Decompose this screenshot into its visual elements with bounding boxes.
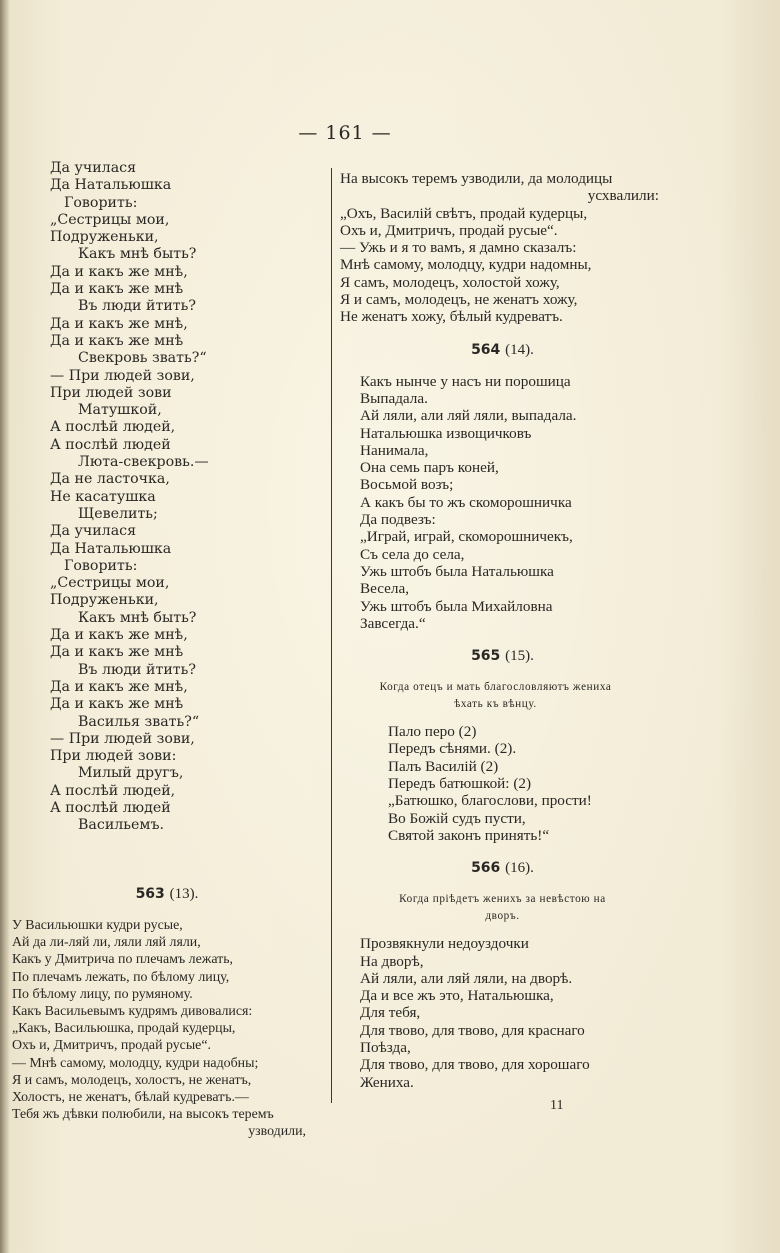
verse-line: Палъ Василій (2): [388, 757, 499, 775]
song-subnumber: (16).: [505, 860, 534, 877]
verse-line: Да и какъ же мнѣ: [50, 281, 184, 298]
verse-line: Въ люди йтить?: [78, 298, 196, 315]
song-566-text: [340, 935, 665, 1091]
verse-line: А послѣй людей: [50, 436, 171, 453]
song-number: 563: [135, 886, 165, 902]
verse-line: По бѣлому лицу, по румяному.: [12, 986, 193, 1002]
song-563: [12, 870, 322, 1141]
verse-line: Ай ляли, али ляй ляли, выпадала.: [360, 407, 577, 425]
song-564-heading: [340, 342, 665, 359]
verse-line: Васильемъ.: [78, 817, 164, 834]
verse-line: Мнѣ самому, молодцу, кудри надомны,: [340, 256, 592, 274]
song-563-text: [12, 917, 322, 1123]
verse-line: — Мнѣ самому, молодцу, кудри надобны;: [12, 1055, 259, 1071]
verse-line: А какъ бы то жъ скоморошничка: [360, 493, 572, 511]
caption-line: дворъ.: [485, 910, 520, 923]
verse-line: Свекровь звать?“: [78, 350, 207, 367]
song-line: усхвалили:: [587, 187, 659, 205]
verse-line: Да и какъ же мнѣ,: [50, 627, 188, 644]
verse-line: Не женатъ хожу, бѣлый кудреватъ.: [340, 308, 563, 326]
verse-line: Весела,: [360, 580, 410, 598]
song-subnumber: (15).: [505, 648, 534, 665]
verse-line: Какъ мнѣ быть?: [78, 609, 197, 626]
verse-line: Я самъ, молодецъ, холостой хожу,: [340, 273, 560, 291]
verse-line: Да и какъ же мнѣ: [50, 332, 184, 349]
verse-line: На высокъ теремъ узводили, да молодицы: [340, 170, 613, 187]
verse-line: Натальюшка извощичковъ: [360, 424, 532, 442]
verse-line: Для тебя,: [360, 1004, 421, 1022]
page-number: — 161 —: [298, 122, 392, 144]
verse-line: Какъ у Дмитрича по плечамъ лежать,: [12, 952, 234, 968]
verse-line: Какъ нынче у насъ ни порошица: [360, 372, 571, 390]
verse-line: „Батюшко, благослови, прости!: [388, 792, 592, 810]
verse-line: Да и какъ же мнѣ,: [50, 315, 188, 332]
verse-line: Говорить:: [64, 557, 138, 574]
verse-line: Тебя жъ дѣвки полюбили, на высокъ теремъ: [12, 1107, 274, 1123]
verse-line: Жениха.: [360, 1073, 414, 1091]
verse-line: У Васильюшки кудри русые,: [12, 918, 183, 933]
verse-line: А послѣй людей,: [50, 782, 176, 799]
song-line: узводили,: [248, 1124, 306, 1140]
verse-line: Я и самъ, молодецъ, не женатъ хожу,: [340, 291, 578, 309]
verse-line: „Охъ, Василій свѣтъ, продай кудерцы,: [340, 204, 588, 222]
song-564-text: [340, 373, 665, 632]
verse-line: Не касатушка: [50, 488, 156, 505]
verse-line: Для твово, для твово, для хорошаго: [360, 1056, 590, 1074]
verse-line: Пало перо (2): [388, 723, 477, 741]
verse-line: Да и какъ же мнѣ,: [50, 678, 188, 695]
verse-line: Нанимала,: [360, 441, 429, 459]
song-number: 565: [471, 648, 501, 665]
verse-line: По плечамъ лежать, по бѣлому лицу,: [12, 969, 230, 985]
right-column: [340, 170, 665, 1091]
verse-line: Щевелить;: [78, 505, 158, 522]
verse-line: Завсегда.“: [360, 614, 426, 632]
verse-line: Передъ батюшкой: (2): [388, 775, 532, 793]
left-column-verse: [50, 160, 322, 835]
song-number: 566: [471, 860, 501, 877]
verse-line: Прозвякнули недоуздочки: [360, 935, 529, 953]
verse-line: Да училася: [50, 523, 137, 540]
verse-line: Ай да ли-ляй ли, ляли ляй ляли,: [12, 935, 201, 951]
verse-line: Холостъ, не женатъ, бѣлай кудреватъ.—: [12, 1090, 249, 1106]
song-number: 564: [471, 341, 501, 358]
verse-line: Выпадала.: [360, 389, 428, 407]
verse-line: Да подвезъ:: [360, 511, 436, 529]
verse-line: „Сестрицы мои,: [50, 575, 170, 592]
verse-line: Да Натальюшка: [50, 540, 172, 557]
verse-line: Я и самъ, молодецъ, холостъ, не женатъ,: [12, 1072, 252, 1088]
verse-line: Да и все жъ это, Натальюшка,: [360, 987, 554, 1005]
verse-line: Матушкой,: [78, 402, 162, 419]
verse-line: „Играй, играй, скоморошничекъ,: [360, 528, 573, 546]
song-566-caption: [340, 891, 665, 925]
song-566-heading: [340, 860, 665, 877]
verse-line: Она семь паръ коней,: [360, 459, 499, 477]
verse-line: Люта-свекровь.—: [78, 454, 209, 471]
verse-line: Восьмой возъ;: [360, 476, 454, 494]
caption-line: Когда пріѣдетъ женихъ за невѣстою на: [399, 893, 606, 906]
verse-line: Милый другъ,: [78, 765, 184, 782]
verse-line: Ай ляли, али ляй ляли, на дворѣ.: [360, 969, 573, 987]
verse-line: Да училася: [50, 160, 137, 176]
song-565-heading: [340, 648, 665, 665]
verse-line: Во Божій судъ пусти,: [388, 809, 526, 827]
song-subnumber: (14).: [505, 341, 534, 358]
book-spine-shadow: [0, 0, 10, 1253]
verse-line: Поѣзда,: [360, 1038, 411, 1056]
verse-line: А послѣй людей: [50, 799, 171, 816]
caption-line: Когда отецъ и мать благословляютъ жениха: [379, 681, 612, 694]
verse-line: Да и какъ же мнѣ: [50, 644, 184, 661]
song-565-caption: [326, 679, 665, 713]
verse-line: — Ужь и я то вамъ, я дамно сказалъ:: [340, 239, 577, 257]
caption-line: ѣхать къ вѣнцу.: [454, 698, 537, 711]
verse-line: — При людей зови,: [50, 367, 195, 384]
verse-line: Для твово, для твово, для краснаго: [360, 1021, 585, 1039]
verse-line: Ужь штобъ была Михайловна: [360, 597, 553, 615]
verse-line: Съ села до села,: [360, 545, 465, 563]
verse-line: Ужь штобъ была Натальюшка: [360, 562, 554, 580]
verse-line: Передъ сѣнями. (2).: [388, 740, 517, 758]
verse-line: Василья звать?“: [78, 713, 200, 730]
verse-line: При людей зови:: [50, 748, 177, 765]
verse-line: Подруженьки,: [50, 592, 159, 609]
verse-line: Какъ Васильевымъ кудрямъ дивовалися:: [12, 1004, 253, 1020]
verse-line: Какъ мнѣ быть?: [78, 246, 197, 263]
verse-line: Въ люди йтить?: [78, 661, 196, 678]
song-subnumber: (13).: [169, 886, 199, 902]
verse-line: При людей зови: [50, 384, 172, 401]
verse-line: „Сестрицы мои,: [50, 211, 170, 228]
verse-line: Да и какъ же мнѣ: [50, 696, 184, 713]
verse-line: — При людей зови,: [50, 730, 195, 747]
column-divider: [331, 168, 332, 1103]
verse-line: Охъ и, Дмитричъ, продай русые“.: [12, 1038, 211, 1054]
verse-line: Да и какъ же мнѣ,: [50, 263, 188, 280]
verse-line: Святой законъ принять!“: [388, 826, 550, 844]
verse-line: Подруженьки,: [50, 229, 159, 246]
signature-number: 11: [550, 1098, 564, 1113]
verse-line: „Какъ, Васильюшка, продай кудерцы,: [12, 1021, 236, 1037]
verse-line: Да Натальюшка: [50, 177, 172, 194]
song-continuation-rest: [340, 205, 665, 326]
song-563-heading: [12, 886, 322, 903]
song-continuation: [340, 170, 665, 187]
verse-line: Охъ и, Дмитричъ, продай русые“.: [340, 221, 558, 239]
song-565-text: [340, 723, 665, 844]
verse-line: Да не ласточка,: [50, 471, 170, 488]
verse-line: А послѣй людей,: [50, 419, 176, 436]
verse-line: Говорить:: [64, 194, 138, 211]
verse-line: На дворѣ,: [360, 952, 424, 970]
